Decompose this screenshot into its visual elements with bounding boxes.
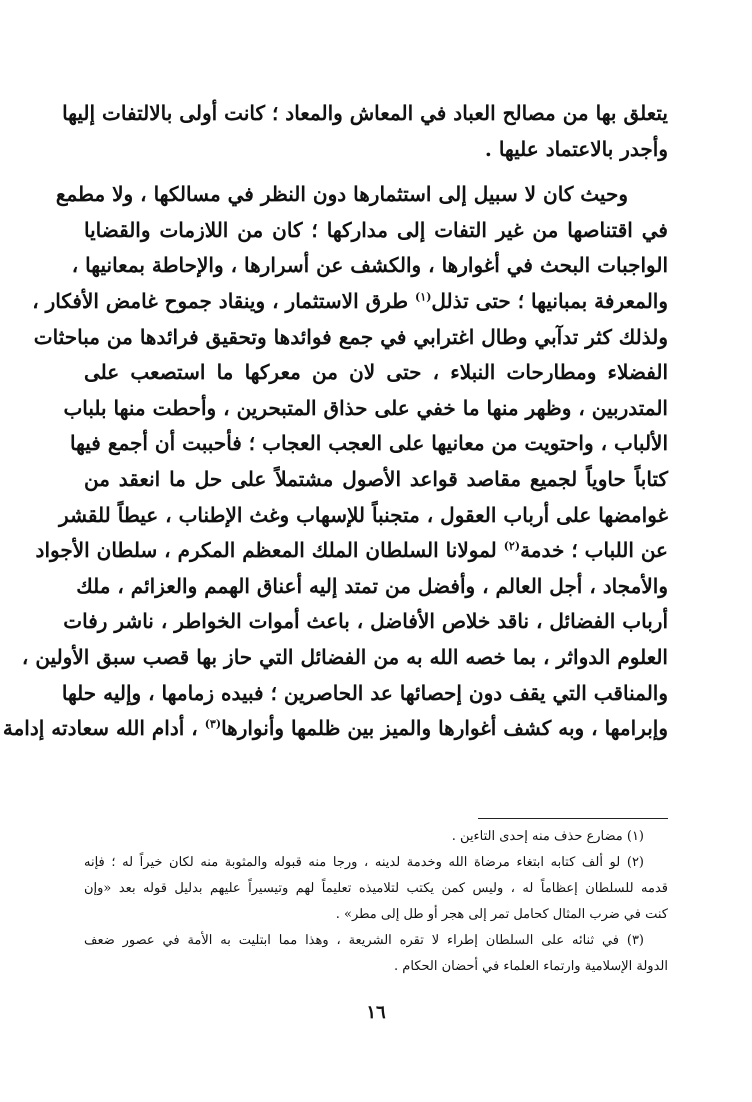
text-line: [35, 533, 668, 569]
text-line: أرباب الفضائل ، ناقد خلاص الأفاضل ، باعث أموات الخواطر ، ناشر رفات: [63, 609, 668, 634]
footnote-line: قدمه للسلطان إعظاماً له ، وليس كمن يكتب لتلاميذه تعليماً لهم وتيسيراً عليهم بدليل قوله بعد «وإن: [84, 881, 668, 896]
text-line: والمناقب التي يقف دون إحصائها عد الحاصرين ؛ فبيده زمامها ، وإليه حلها: [61, 680, 668, 705]
text-line: والأمجاد ، أجل العالم ، وأفضل من تمتد إليه أعناق الهمم والعزائم ، ملك: [76, 573, 668, 598]
text-line: العلوم الدواثر ، بما خصه الله به من الفضائل التي حاز بها قصب سبق الأولين ،: [21, 644, 668, 669]
footnotes: [84, 824, 668, 980]
text-segment: والمعرفة بمبانيها ؛ حتى تذلل: [431, 288, 668, 313]
text-line: غوامضها على أرباب العقول ، متجنباً للإسهاب وغث الإطناب ، عيطاً للقشر: [59, 502, 668, 527]
text-segment: وإبرامها ، وبه كشف أغوارها والميز بين ظلمها وأنوارها: [221, 716, 668, 741]
text-line: الفضلاء ومطارحات النبلاء ، حتى لان من معركها ما استصعب على: [84, 360, 668, 385]
footnote-line: كنت في ضرب المثال كحامل تمر إلى هجر أو طل إلى مطر» .: [335, 907, 668, 922]
footnote-line: الدولة الإسلامية وارتماء العلماء في أحضان الحكام .: [394, 959, 668, 974]
text-line: المتدربين ، وظهر منها ما خفي على حذاق المتبحرين ، وأحطت منها بلباب: [63, 395, 668, 420]
text-line: يتعلق بها من مصالح العباد في المعاش والمعاد ؛ كانت أولى بالالتفات إليها: [62, 101, 668, 125]
text-line: ولذلك كثر تدآبي وطال اغترابي في جمع فوائدها وتحقيق فرائدها من مباحثات: [33, 324, 668, 349]
text-line: كتاباً حاوياً لجميع مقاصد قواعد الأصول مشتملاً على حل ما انعقد من: [84, 466, 668, 491]
text-line: [2, 711, 668, 747]
text-line: في اقتناصها من غير التفات إلى مداركها ؛ كان من اللازمات والقضايا: [84, 217, 668, 242]
text-line: الألباب ، واحتويت من معانيها على العجب العجاب ؛ فأحببت أن أجمع فيها: [69, 431, 668, 456]
text-segment: عن اللباب ؛ خدمة: [520, 538, 668, 563]
text-line: وحيث كان لا سبيل إلى استثمارها دون النظر في مسالكها ، ولا مطمع: [55, 182, 628, 207]
paragraph-gap: [84, 167, 668, 177]
footnote-divider: [478, 818, 668, 819]
page-number: ١٦: [366, 1002, 386, 1023]
text-line: وأجدر بالاعتماد عليها .: [484, 136, 668, 161]
footnote-line: (٣) في ثنائه على السلطان إطراء لا تقره الشريعة ، وهذا مما ابتليت به الأمة في عصور ضعف: [84, 933, 644, 948]
text-segment: ، أدام الله سعادته إدامة: [2, 716, 205, 741]
footnote-ref[interactable]: (٣): [204, 717, 222, 731]
footnote-line: (١) مضارع حذف منه إحدى التاءين .: [451, 829, 644, 844]
footnote-line: (٢) لو ألف كتابه ابتغاء مرضاة الله وخدمة لدينه ، ورجا منه قبوله والمثوبة منه لكان خيراً له ؛ فإنه: [84, 855, 644, 870]
main-text: [2, 96, 668, 747]
footnote-ref[interactable]: (٢): [503, 539, 521, 553]
text-segment: لمولانا السلطان الملك المعظم المكرم ، سلطان الأجواد: [35, 538, 504, 563]
text-line: الواجبات البحث في أغوارها ، والكشف عن أسرارها ، والإحاطة بمعانيها ،: [71, 253, 668, 278]
footnote-ref[interactable]: (١): [415, 290, 432, 304]
text-segment: طرق الاستثمار ، وينقاد جموح غامض الأفكار ،: [32, 288, 416, 313]
text-line: [32, 284, 668, 320]
